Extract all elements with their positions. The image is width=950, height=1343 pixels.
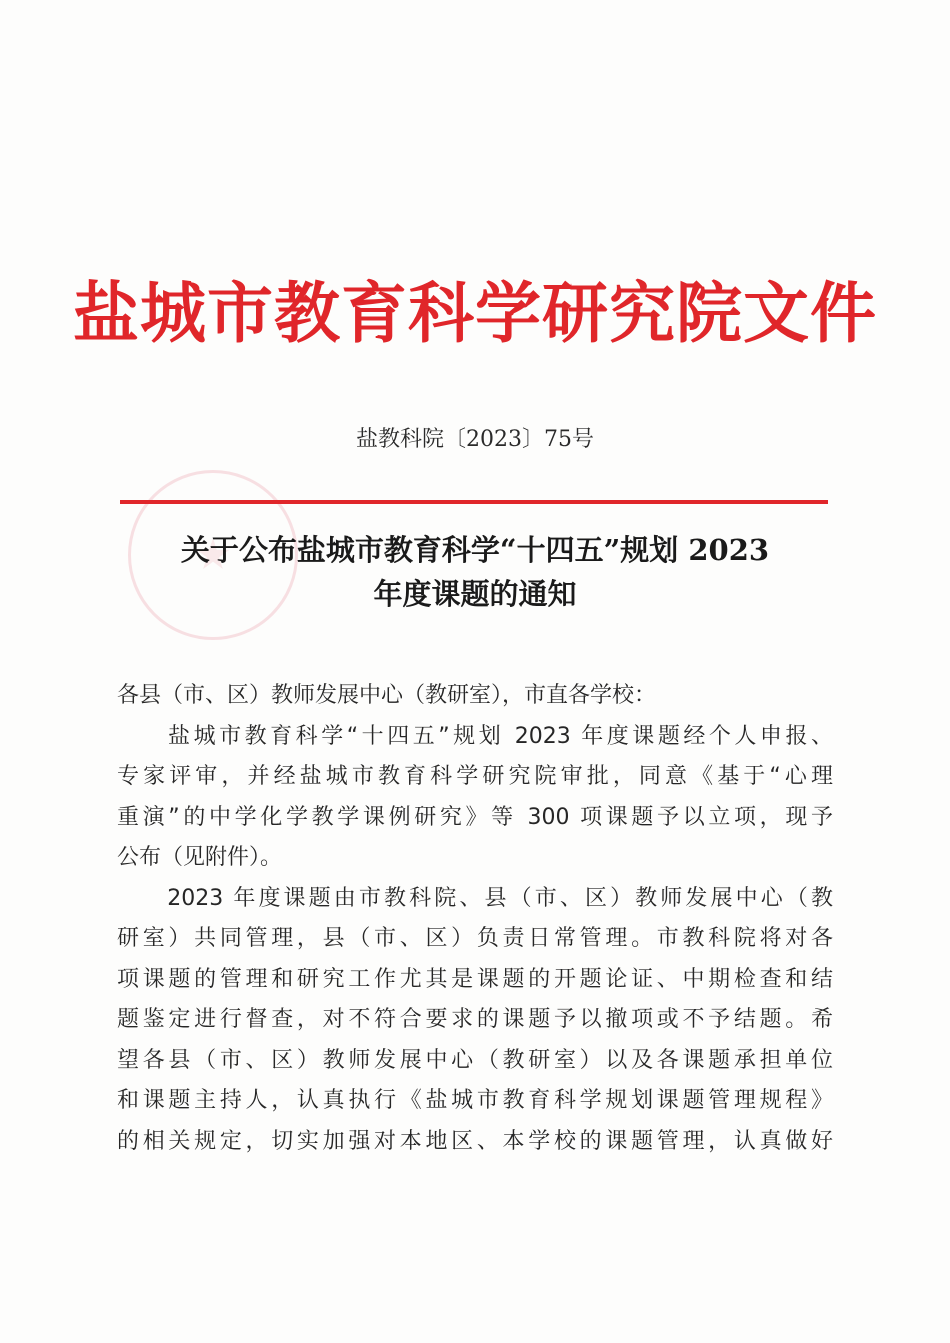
paragraph-line: 公布（见附件）。: [117, 845, 283, 870]
notice-title: [100, 528, 850, 616]
notice-title-line: 关于公布盐城市教育科学“十四五”规划 2023: [180, 533, 770, 567]
paragraph-line: 2023 年度课题由市教科院、县（市、区）教师发展中心（教: [117, 885, 833, 911]
paragraph-line: 望各县（市、区）教师发展中心（教研室）以及各课题承担单位: [117, 1047, 833, 1073]
paragraph-line: 项课题的管理和研究工作尤其是课题的开题论证、中期检查和结: [117, 966, 833, 992]
paragraph-line: 的相关规定，切实加强对本地区、本学校的课题管理，认真做好: [117, 1128, 833, 1154]
paragraph-line: 盐城市教育科学“十四五”规划 2023 年度课题经个人申报、: [117, 723, 833, 749]
paragraph-line: 题鉴定进行督查，对不符合要求的课题予以撤项或不予结题。希: [117, 1007, 833, 1032]
red-divider-line: [120, 500, 828, 504]
paragraph-line: 专家评审，并经盐城市教育科学研究院审批，同意《基于“心理: [117, 764, 833, 789]
paragraph-line: 和课题主持人，认真执行《盐城市教育科学规划课题管理规程》: [117, 1088, 833, 1113]
notice-body: [117, 676, 833, 1162]
notice-title-line: 年度课题的通知: [373, 577, 577, 611]
document-number: 盐教科院〔2023〕75号: [356, 427, 594, 452]
issuer-header: 盐城市教育科学研究院文件: [73, 274, 877, 352]
paragraph-line: 重演”的中学化学教学课例研究》等 300 项课题予以立项，现予: [117, 804, 833, 830]
paragraph-line: 研室）共同管理，县（市、区）负责日常管理。市教科院将对各: [117, 926, 833, 951]
salutation: 各县（市、区）教师发展中心（教研室），市直各学校：: [117, 683, 657, 708]
